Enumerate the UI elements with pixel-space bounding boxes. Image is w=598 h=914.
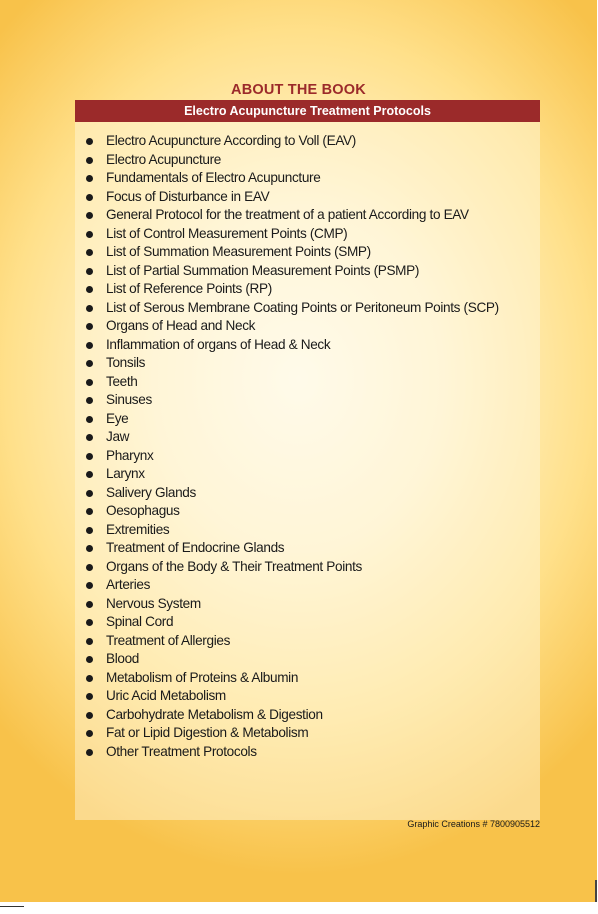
bullet-icon <box>86 323 93 330</box>
bullet-icon <box>86 305 93 312</box>
list-item-label: Salivery Glands <box>106 484 196 500</box>
list-item-label: Nervous System <box>106 595 201 611</box>
bullet-icon <box>86 693 93 700</box>
list-item <box>86 595 499 614</box>
page-title: ABOUT THE BOOK <box>231 82 366 98</box>
bullet-icon <box>86 434 93 441</box>
bullet-icon <box>86 582 93 589</box>
bullet-icon <box>86 490 93 497</box>
list-item-label: Treatment of Allergies <box>106 632 231 648</box>
list-item <box>86 188 499 207</box>
trim-mark <box>595 880 597 902</box>
list-item-label: List of Control Measurement Points (CMP) <box>106 225 348 241</box>
list-item <box>86 447 499 466</box>
bullet-icon <box>86 379 93 386</box>
list-item-label: Carbohydrate Metabolism & Digestion <box>106 706 323 722</box>
list-item-label: Extremities <box>106 521 170 537</box>
bullet-icon <box>86 564 93 571</box>
crop-mark <box>0 906 24 907</box>
list-item-label: List of Reference Points (RP) <box>106 281 272 296</box>
list-item <box>86 132 499 151</box>
list-item <box>86 521 499 540</box>
bullet-icon <box>86 749 93 756</box>
list-item <box>86 336 499 355</box>
bullet-icon <box>86 712 93 719</box>
list-item-label: List of Summation Measurement Points (SMP) <box>106 244 371 259</box>
bullet-icon <box>86 212 93 219</box>
list-item-label: Inflammation of organs of Head & Neck <box>106 336 331 352</box>
list-item <box>86 484 499 503</box>
bullet-icon <box>86 268 93 275</box>
list-item <box>86 613 499 632</box>
bullet-icon <box>86 157 93 164</box>
list-item <box>86 299 499 318</box>
bullet-icon <box>86 138 93 145</box>
list-item <box>86 465 499 484</box>
bullet-icon <box>86 656 93 663</box>
list-item-label: General Protocol for the treatment of a patient According to EAV <box>106 207 469 222</box>
list-item <box>86 558 499 577</box>
list-item-label: Pharynx <box>106 447 154 463</box>
list-item-label: Electro Acupuncture <box>106 151 222 167</box>
list-item <box>86 669 499 688</box>
list-item-label: Oesophagus <box>106 503 180 518</box>
section-banner: Electro Acupuncture Treatment Protocols <box>75 100 540 122</box>
list-item <box>86 262 499 281</box>
list-item <box>86 354 499 373</box>
list-item <box>86 280 499 299</box>
list-item-label: Fundamentals of Electro Acupuncture <box>106 170 321 185</box>
bullet-icon <box>86 416 93 423</box>
bullet-icon <box>86 675 93 682</box>
list-item-label: Organs of Head and Neck <box>106 318 256 333</box>
list-item <box>86 743 499 762</box>
list-item <box>86 206 499 225</box>
list-item-label: Uric Acid Metabolism <box>106 688 226 703</box>
list-item-label: Eye <box>106 410 129 426</box>
list-item <box>86 391 499 410</box>
list-item <box>86 706 499 725</box>
list-item-label: Blood <box>106 651 140 666</box>
bullet-icon <box>86 175 93 182</box>
list-item-label: Arteries <box>106 577 151 592</box>
list-item <box>86 428 499 447</box>
list-item <box>86 410 499 429</box>
list-item-label: Larynx <box>106 466 145 481</box>
bullet-icon <box>86 730 93 737</box>
list-item <box>86 724 499 743</box>
list-item <box>86 502 499 521</box>
list-item-label: Spinal Cord <box>106 614 174 629</box>
list-item-label: Other Treatment Protocols <box>106 743 257 759</box>
list-item-label: List of Serous Membrane Coating Points or Peritoneum Points (SCP) <box>106 299 499 315</box>
bullet-icon <box>86 619 93 626</box>
list-item <box>86 243 499 262</box>
bullet-icon <box>86 249 93 256</box>
list-item-label: Organs of the Body & Their Treatment Points <box>106 558 362 574</box>
credit-line: Graphic Creations # 7800905512 <box>407 819 540 829</box>
bullet-icon <box>86 527 93 534</box>
bullet-icon <box>86 397 93 404</box>
bullet-icon <box>86 601 93 608</box>
bullet-icon <box>86 638 93 645</box>
bullet-icon <box>86 286 93 293</box>
bullet-icon <box>86 471 93 478</box>
list-item-label: Treatment of Endocrine Glands <box>106 540 285 555</box>
list-item <box>86 539 499 558</box>
list-item <box>86 225 499 244</box>
bullet-icon <box>86 360 93 367</box>
list-item <box>86 151 499 170</box>
list-item-label: List of Partial Summation Measurement Points (PSMP) <box>106 262 420 278</box>
list-item-label: Electro Acupuncture According to Voll (EAV) <box>106 133 356 148</box>
list-item <box>86 373 499 392</box>
bullet-icon <box>86 453 93 460</box>
list-item <box>86 632 499 651</box>
list-item <box>86 650 499 669</box>
list-item-label: Jaw <box>106 429 130 444</box>
bullet-icon <box>86 342 93 349</box>
list-item-label: Metabolism of Proteins & Albumin <box>106 669 299 685</box>
list-item <box>86 169 499 188</box>
bullet-icon <box>86 194 93 201</box>
topics-list <box>86 132 499 761</box>
list-item <box>86 576 499 595</box>
list-item <box>86 317 499 336</box>
list-item-label: Focus of Disturbance in EAV <box>106 188 270 204</box>
list-item-label: Teeth <box>106 373 138 389</box>
bullet-icon <box>86 545 93 552</box>
list-item <box>86 687 499 706</box>
list-item-label: Fat or Lipid Digestion & Metabolism <box>106 725 309 740</box>
bullet-icon <box>86 508 93 515</box>
list-item-label: Sinuses <box>106 392 152 407</box>
list-item-label: Tonsils <box>106 355 146 370</box>
bullet-icon <box>86 231 93 238</box>
